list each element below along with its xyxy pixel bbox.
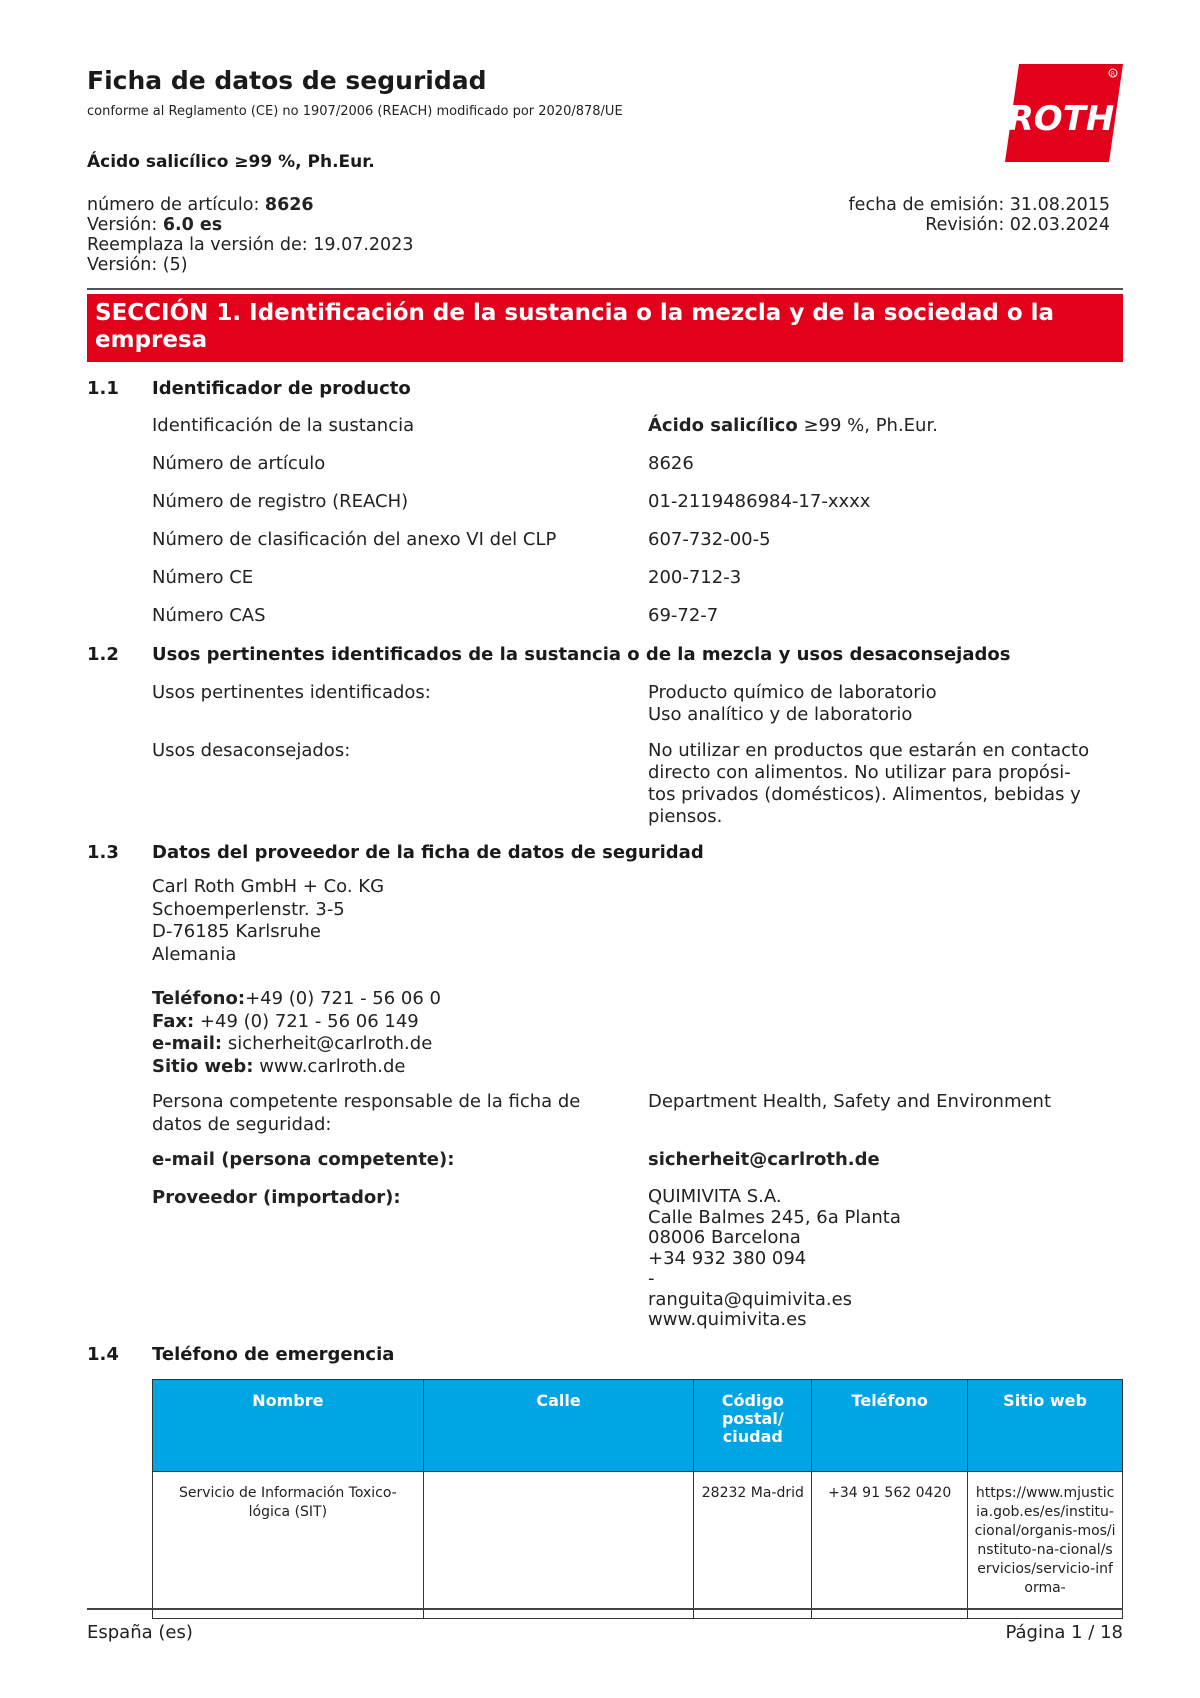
clp-number-label: Número de clasificación del anexo VI del CLP	[152, 529, 557, 550]
clp-number-value: 607-732-00-5	[648, 529, 771, 550]
footer-page-number: Página 1 / 18	[1005, 1622, 1123, 1643]
supplier-email: e-mail: sicherheit@carlroth.de	[152, 1033, 433, 1054]
document-subtitle: conforme al Reglamento (CE) no 1907/2006 (REACH) modificado por 2020/878/UE	[87, 104, 623, 119]
subsection-1-4-title: Teléfono de emergencia	[152, 1344, 395, 1365]
col-header-street: Calle	[423, 1380, 694, 1472]
meta-article-number: número de artículo: 8626	[87, 195, 314, 215]
supplier-website: Sitio web: www.carlroth.de	[152, 1055, 406, 1077]
subsection-1-1-title: Identificador de producto	[152, 378, 411, 399]
cell-postal-city: 28232 Ma-drid	[694, 1472, 812, 1619]
discouraged-uses-label: Usos desaconsejados:	[152, 740, 351, 761]
supplier-address: Carl Roth GmbH + Co. KG Schoemperlenstr. 3-5 D-76185 Karlsruhe Alemania	[152, 876, 385, 965]
logo-text: ROTH	[1007, 99, 1115, 139]
revision-date: Revisión: 02.03.2024	[925, 215, 1110, 235]
meta-replaces: Reemplaza la versión de: 19.07.2023	[87, 235, 414, 255]
importer-value: QUIMIVITA S.A. Calle Balmes 245, 6a Planta 08006 Barcelona +34 932 380 094 - ranguita@quimivita.es www.quimivita.es	[648, 1186, 901, 1330]
ce-number-label: Número CE	[152, 567, 254, 588]
table-row	[153, 1472, 1123, 1619]
issue-date: fecha de emisión: 31.08.2015	[848, 195, 1110, 215]
table-header-row	[153, 1380, 1123, 1472]
col-header-name: Nombre	[153, 1380, 424, 1472]
cas-number-value: 69-72-7	[648, 605, 719, 626]
product-name: Ácido salicílico ≥99 %, Ph.Eur.	[87, 152, 375, 172]
reach-number-label: Número de registro (REACH)	[152, 491, 409, 512]
footer-country: España (es)	[87, 1622, 193, 1643]
reach-number-value: 01-2119486984-17-xxxx	[648, 491, 871, 512]
footer-divider	[87, 1608, 1123, 1610]
section-1-title: SECCIÓN 1. Identificación de la sustancia o la mezcla y de la sociedad o la empresa	[87, 294, 1123, 362]
col-header-website: Sitio web	[968, 1380, 1123, 1472]
importer-label: Proveedor (importador):	[152, 1187, 401, 1208]
subsection-1-2-number: 1.2	[87, 644, 119, 665]
subsection-1-2-title: Usos pertinentes identificados de la sustancia o de la mezcla y usos desaconsejados	[152, 644, 1011, 665]
header-divider	[87, 288, 1123, 290]
cell-phone: +34 91 562 0420	[812, 1472, 968, 1619]
ce-number-value: 200-712-3	[648, 567, 742, 588]
identified-uses-label: Usos pertinentes identificados:	[152, 682, 431, 703]
cell-street	[423, 1472, 694, 1619]
meta-left	[87, 195, 413, 275]
substance-id-value: Ácido salicílico ≥99 %, Ph.Eur.	[648, 415, 938, 436]
col-header-postal-city: Código postal/ ciudad	[694, 1380, 812, 1472]
meta-version-previous: Versión: (5)	[87, 255, 188, 275]
article-number-label: Número de artículo	[152, 453, 326, 474]
identified-uses-value: Producto químico de laboratorio Uso analítico y de laboratorio	[648, 682, 937, 725]
supplier-contacts	[152, 988, 441, 1078]
meta-version: Versión: 6.0 es	[87, 215, 223, 235]
cell-name: Servicio de Información Toxico-lógica (SIT)	[153, 1472, 424, 1619]
article-number-value: 8626	[648, 453, 694, 474]
competent-email-label: e-mail (persona competente):	[152, 1149, 455, 1170]
cell-website[interactable]: https://www.mjusticia.gob.es/es/institu-cional/organis-mos/instituto-na-cional/servicios/servicio-informa-	[968, 1472, 1123, 1619]
supplier-fax: Fax: +49 (0) 721 - 56 06 149	[152, 1010, 419, 1032]
supplier-phone: Teléfono:+49 (0) 721 - 56 06 0	[152, 988, 441, 1009]
emergency-table	[152, 1379, 1123, 1619]
competent-email-value: sicherheit@carlroth.de	[648, 1149, 880, 1170]
subsection-1-3-number: 1.3	[87, 842, 119, 863]
cas-number-label: Número CAS	[152, 605, 266, 626]
document-title: Ficha de datos de seguridad	[87, 66, 487, 95]
subsection-1-3-title: Datos del proveedor de la ficha de datos de seguridad	[152, 842, 704, 863]
subsection-1-4-number: 1.4	[87, 1344, 119, 1365]
substance-id-label: Identificación de la sustancia	[152, 415, 415, 436]
subsection-1-1-number: 1.1	[87, 378, 119, 399]
col-header-phone: Teléfono	[812, 1380, 968, 1472]
roth-logo	[1005, 64, 1123, 162]
competent-person-value: Department Health, Safety and Environment	[648, 1091, 1052, 1112]
competent-person-label: Persona competente responsable de la ficha de datos de seguridad:	[152, 1091, 581, 1135]
discouraged-uses-value: No utilizar en productos que estarán en contacto directo con alimentos. No utilizar para propósi- tos privados (domésticos). Alimentos, bebidas y piensos.	[648, 740, 1090, 827]
meta-right	[849, 195, 1110, 235]
svg-text:R: R	[1110, 71, 1116, 78]
